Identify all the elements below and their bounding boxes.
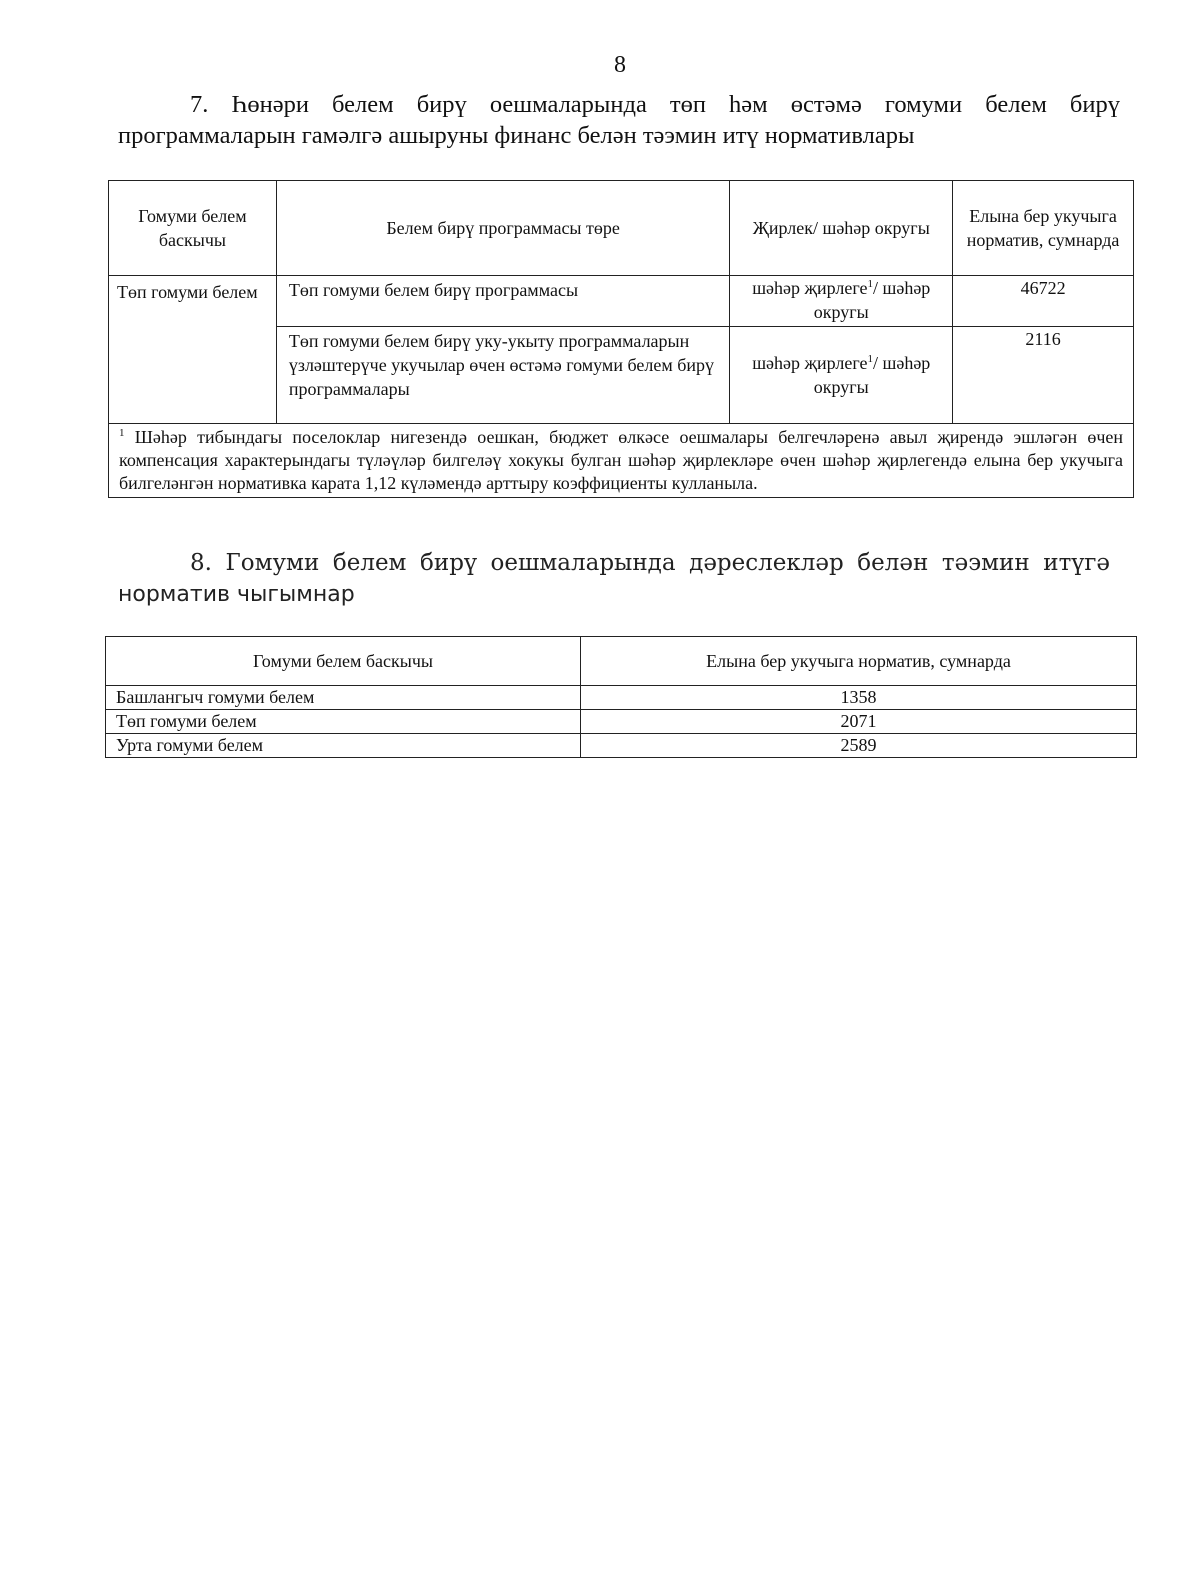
stage-cell: Төп гомуми белем: [106, 710, 581, 734]
stage-cell: Урта гомуми белем: [106, 734, 581, 758]
program-cell: Төп гомуми белем бирү программасы: [276, 276, 730, 327]
value-cell: 2589: [581, 734, 1137, 758]
table-header-row: [109, 181, 1134, 276]
footnote: [109, 424, 1134, 498]
table-row: [106, 734, 1137, 758]
section-8-heading: [118, 548, 1110, 610]
value-cell: 2116: [953, 327, 1134, 424]
table-header-row: [106, 637, 1137, 686]
textbook-norms-table: [105, 636, 1137, 758]
header-education-stage: Гомуми белем баскычы: [109, 181, 277, 276]
stage-cell: Башлангыч гомуми белем: [106, 686, 581, 710]
stage-cell: Төп гомуми белем: [109, 276, 277, 424]
program-cell: Төп гомуми белем бирү уку-укыту программаларын үзләштерүче укучылар өчен өстәмә гомуми белем бирү программалары: [276, 327, 730, 424]
footnote-mark: 1: [119, 427, 125, 439]
page-number: 8: [614, 52, 626, 78]
footnote-row: [109, 424, 1134, 498]
value-cell: 46722: [953, 276, 1134, 327]
location-cell: шәһәр җирлеге$^1$/ шәһәр округы: [730, 276, 953, 327]
table-row: [106, 686, 1137, 710]
value-cell: 2071: [581, 710, 1137, 734]
footnote-ref: 1: [867, 353, 873, 365]
table-row: [106, 710, 1137, 734]
section-7-heading: [118, 89, 1120, 151]
header-norm-per-student: Елына бер укучыга норматив, сумнарда: [953, 181, 1134, 276]
location-cell: шәһәр җирлеге$^1$/ шәһәр округы: [730, 327, 953, 424]
footnote-text: Шәһәр тибындагы поселоклар нигезендә оешкан, бюджет өлкәсе оешмалары белгечләренә авыл җирендә эшләгән өчен компенсация характерындагы түләүләр билгеләү хокукы булган шәһәр җирлекләре өчен шәһәр җирлегендә елына бер укучыга билгеләнгән нормативка карата 1,12 күләмендә арттыру коэффициенты кулланыла.: [119, 427, 1123, 493]
header-program-type: Белем бирү программасы төре: [276, 181, 730, 276]
header-education-stage: Гомуми белем баскычы: [106, 637, 581, 686]
header-norm-per-student: Елына бер укучыга норматив, сумнарда: [581, 637, 1137, 686]
section-8-heading-line1: 8. Гомуми белем бирү оешмаларында дәреслекләр белән тәэмин итүгә: [190, 550, 1110, 576]
header-settlement: Җирлек/ шәһәр округы: [730, 181, 953, 276]
table-row: [109, 276, 1134, 327]
value-cell: 1358: [581, 686, 1137, 710]
section-8-heading-line2: норматив чыгымнар: [118, 582, 355, 607]
funding-norms-table: [108, 180, 1134, 498]
section-7-heading-line2: программаларын гамәлгә ашыруны финанс белән тәэмин итү нормативлары: [118, 122, 915, 149]
section-7-heading-line1: 7. Һөнәри белем бирү оешмаларында төп һәм өстәмә гомуми белем бирү: [190, 91, 1120, 118]
footnote-ref: 1: [867, 278, 873, 290]
